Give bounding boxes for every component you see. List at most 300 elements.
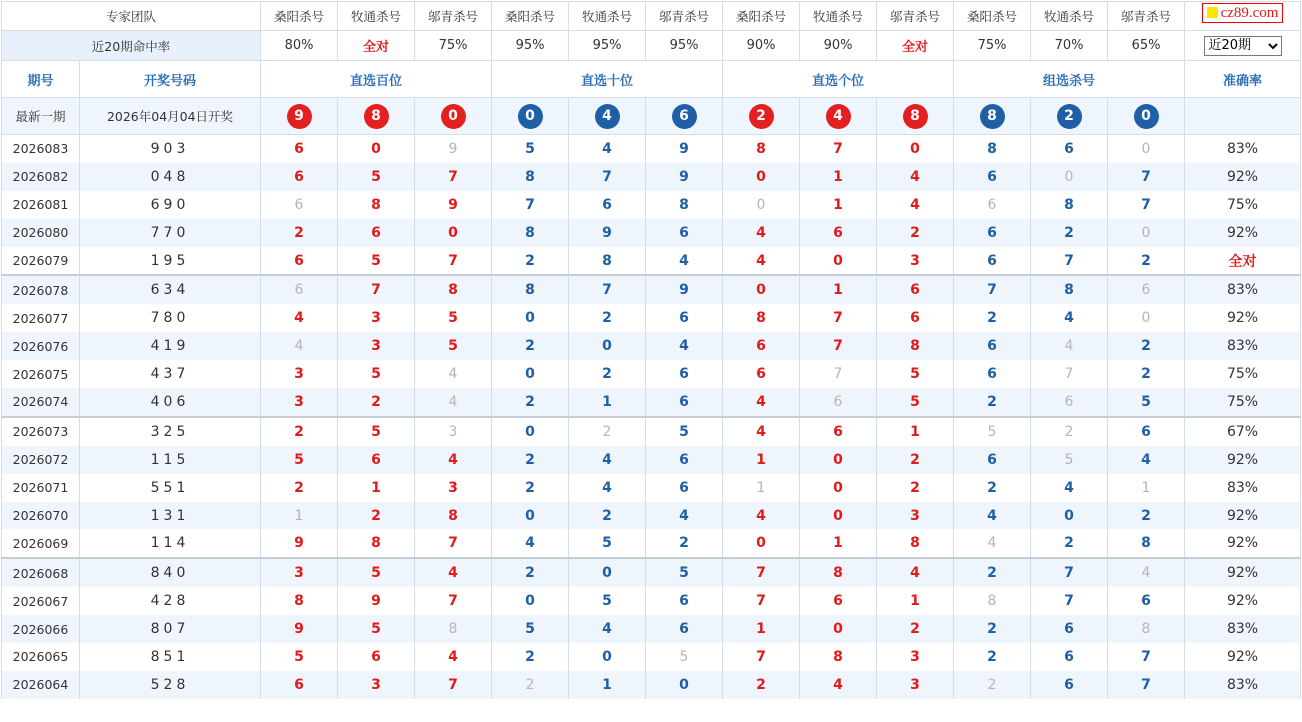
kill-number: 8 bbox=[261, 587, 338, 615]
expert-name: 桑阳杀号 bbox=[723, 2, 800, 31]
accuracy-value: 83% bbox=[1185, 275, 1301, 304]
accuracy-value: 92% bbox=[1185, 163, 1301, 191]
table-row bbox=[2, 529, 1301, 558]
kill-number: 6 bbox=[646, 360, 723, 388]
kill-number: 7 bbox=[800, 304, 877, 332]
issue-number: 2026069 bbox=[2, 529, 80, 558]
issue-number: 2026066 bbox=[2, 615, 80, 643]
kill-number: 4 bbox=[415, 360, 492, 388]
hit-rate: 95% bbox=[569, 31, 646, 61]
kill-number: 4 bbox=[569, 615, 646, 643]
number-ball: 2 bbox=[749, 104, 774, 129]
kill-number: 1 bbox=[800, 163, 877, 191]
kill-number: 7 bbox=[1031, 558, 1108, 587]
kill-number: 4 bbox=[800, 671, 877, 699]
issue-number: 2026075 bbox=[2, 360, 80, 388]
draw-number: 634 bbox=[80, 275, 261, 304]
group-header: 组选杀号 bbox=[954, 61, 1185, 98]
kill-number: 2 bbox=[954, 304, 1031, 332]
kill-number: 6 bbox=[261, 247, 338, 276]
kill-number: 0 bbox=[1108, 219, 1185, 247]
kill-number: 9 bbox=[646, 163, 723, 191]
kill-number: 2 bbox=[954, 671, 1031, 699]
table-row bbox=[2, 474, 1301, 502]
column-header-row bbox=[2, 61, 1301, 98]
latest-ball-cell bbox=[338, 98, 415, 135]
kill-number: 7 bbox=[723, 558, 800, 587]
kill-number: 2 bbox=[492, 247, 569, 276]
kill-number: 9 bbox=[338, 587, 415, 615]
kill-number: 1 bbox=[723, 615, 800, 643]
table-row bbox=[2, 360, 1301, 388]
expert-name: 邬青杀号 bbox=[877, 2, 954, 31]
kill-number: 7 bbox=[1108, 163, 1185, 191]
kill-number: 8 bbox=[723, 135, 800, 163]
kill-number: 8 bbox=[646, 191, 723, 219]
kill-number: 2 bbox=[569, 417, 646, 446]
kill-number: 0 bbox=[1108, 304, 1185, 332]
expert-name: 牧通杀号 bbox=[338, 2, 415, 31]
kill-number: 5 bbox=[646, 558, 723, 587]
kill-number: 6 bbox=[646, 587, 723, 615]
draw-number: 780 bbox=[80, 304, 261, 332]
kill-number: 4 bbox=[261, 304, 338, 332]
kill-number: 6 bbox=[261, 275, 338, 304]
issue-header: 期号 bbox=[2, 61, 80, 98]
kill-number: 3 bbox=[261, 388, 338, 417]
accuracy-value: 83% bbox=[1185, 135, 1301, 163]
kill-number: 7 bbox=[1108, 671, 1185, 699]
issue-number: 2026065 bbox=[2, 643, 80, 671]
draw-number: 195 bbox=[80, 247, 261, 276]
kill-number: 5 bbox=[261, 446, 338, 474]
kill-number: 6 bbox=[954, 191, 1031, 219]
draw-number: 048 bbox=[80, 163, 261, 191]
expert-name: 邬青杀号 bbox=[415, 2, 492, 31]
kill-number: 6 bbox=[1031, 671, 1108, 699]
kill-number: 7 bbox=[569, 163, 646, 191]
kill-number: 6 bbox=[338, 643, 415, 671]
kill-number: 7 bbox=[415, 163, 492, 191]
kill-number: 5 bbox=[261, 643, 338, 671]
expert-name: 桑阳杀号 bbox=[954, 2, 1031, 31]
kill-number: 2 bbox=[492, 446, 569, 474]
accuracy-value: 75% bbox=[1185, 388, 1301, 417]
kill-number: 8 bbox=[492, 275, 569, 304]
issue-number: 2026073 bbox=[2, 417, 80, 446]
kill-number: 2 bbox=[261, 219, 338, 247]
accuracy-value: 83% bbox=[1185, 615, 1301, 643]
accuracy-value: 92% bbox=[1185, 304, 1301, 332]
kill-number: 2 bbox=[954, 643, 1031, 671]
hit-rate: 全对 bbox=[338, 31, 415, 61]
kill-number: 7 bbox=[800, 135, 877, 163]
kill-number: 6 bbox=[646, 388, 723, 417]
kill-number: 6 bbox=[1108, 587, 1185, 615]
number-ball: 9 bbox=[287, 104, 312, 129]
latest-ball-cell bbox=[1108, 98, 1185, 135]
kill-number: 6 bbox=[723, 360, 800, 388]
kill-number: 4 bbox=[1031, 474, 1108, 502]
kill-number: 6 bbox=[800, 219, 877, 247]
expert-name: 桑阳杀号 bbox=[492, 2, 569, 31]
table-row bbox=[2, 275, 1301, 304]
latest-ball-cell bbox=[569, 98, 646, 135]
kill-number: 7 bbox=[800, 332, 877, 360]
hit-rate: 95% bbox=[646, 31, 723, 61]
table-row bbox=[2, 163, 1301, 191]
kill-number: 3 bbox=[415, 474, 492, 502]
latest-ball-cell bbox=[800, 98, 877, 135]
latest-ball-cell bbox=[646, 98, 723, 135]
kill-number: 6 bbox=[954, 332, 1031, 360]
draw-number: 770 bbox=[80, 219, 261, 247]
accuracy-value: 92% bbox=[1185, 502, 1301, 530]
kill-number: 3 bbox=[338, 304, 415, 332]
kill-number: 0 bbox=[569, 558, 646, 587]
kill-number: 0 bbox=[492, 417, 569, 446]
kill-number: 6 bbox=[1108, 417, 1185, 446]
table-row bbox=[2, 558, 1301, 587]
table-row bbox=[2, 615, 1301, 643]
kill-number: 8 bbox=[877, 332, 954, 360]
kill-number: 2 bbox=[877, 219, 954, 247]
expert-name: 牧通杀号 bbox=[1031, 2, 1108, 31]
kill-number: 4 bbox=[569, 474, 646, 502]
kill-number: 8 bbox=[1031, 275, 1108, 304]
kill-number: 0 bbox=[569, 643, 646, 671]
kill-number: 5 bbox=[492, 615, 569, 643]
kill-number: 1 bbox=[1108, 474, 1185, 502]
accuracy-value: 75% bbox=[1185, 360, 1301, 388]
kill-number: 1 bbox=[800, 275, 877, 304]
kill-number: 9 bbox=[646, 135, 723, 163]
kill-number: 6 bbox=[1031, 135, 1108, 163]
kill-number: 7 bbox=[1108, 191, 1185, 219]
kill-number: 4 bbox=[492, 529, 569, 558]
kill-number: 2 bbox=[338, 502, 415, 530]
issue-number: 2026080 bbox=[2, 219, 80, 247]
kill-number: 0 bbox=[800, 615, 877, 643]
draw-number: 807 bbox=[80, 615, 261, 643]
kill-number: 2 bbox=[1031, 529, 1108, 558]
kill-number: 9 bbox=[261, 529, 338, 558]
kill-number: 5 bbox=[338, 360, 415, 388]
kill-number: 6 bbox=[800, 417, 877, 446]
expert-name: 牧通杀号 bbox=[569, 2, 646, 31]
kill-number: 3 bbox=[415, 417, 492, 446]
issue-number: 2026076 bbox=[2, 332, 80, 360]
kill-number: 6 bbox=[261, 135, 338, 163]
kill-number: 3 bbox=[338, 332, 415, 360]
kill-number: 8 bbox=[723, 304, 800, 332]
kill-number: 4 bbox=[723, 502, 800, 530]
latest-date: 2026年04月04日开奖 bbox=[80, 98, 261, 135]
accuracy-value: 92% bbox=[1185, 219, 1301, 247]
kill-number: 8 bbox=[338, 529, 415, 558]
kill-number: 7 bbox=[1031, 247, 1108, 276]
kill-number: 9 bbox=[261, 615, 338, 643]
kill-number: 0 bbox=[723, 529, 800, 558]
draw-number: 851 bbox=[80, 643, 261, 671]
kill-number: 4 bbox=[1031, 332, 1108, 360]
kill-number: 2 bbox=[1031, 219, 1108, 247]
kill-number: 6 bbox=[1031, 615, 1108, 643]
table-row bbox=[2, 671, 1301, 699]
issue-number: 2026082 bbox=[2, 163, 80, 191]
kill-number: 2 bbox=[569, 304, 646, 332]
expert-name-row bbox=[2, 2, 1301, 31]
kill-number: 0 bbox=[415, 219, 492, 247]
hit-rate: 70% bbox=[1031, 31, 1108, 61]
kill-number: 5 bbox=[338, 558, 415, 587]
latest-ball-cell bbox=[415, 98, 492, 135]
latest-ball-cell bbox=[877, 98, 954, 135]
kill-number: 0 bbox=[800, 446, 877, 474]
kill-number: 6 bbox=[877, 304, 954, 332]
kill-number: 8 bbox=[338, 191, 415, 219]
kill-number: 8 bbox=[800, 558, 877, 587]
latest-accuracy-cell bbox=[1185, 98, 1301, 135]
draw-number: 437 bbox=[80, 360, 261, 388]
kill-number: 6 bbox=[261, 163, 338, 191]
issue-number: 2026079 bbox=[2, 247, 80, 276]
draw-number: 115 bbox=[80, 446, 261, 474]
kill-number: 4 bbox=[646, 502, 723, 530]
kill-number: 5 bbox=[492, 135, 569, 163]
accuracy-value: 92% bbox=[1185, 529, 1301, 558]
hundreds-header: 直选百位 bbox=[261, 61, 492, 98]
kill-number: 4 bbox=[723, 219, 800, 247]
kill-number: 2 bbox=[261, 474, 338, 502]
kill-number: 4 bbox=[723, 417, 800, 446]
hit-rate-label: 近20期命中率 bbox=[2, 31, 261, 61]
kill-number: 2 bbox=[1108, 247, 1185, 276]
kill-number: 7 bbox=[800, 360, 877, 388]
kill-number: 7 bbox=[1108, 643, 1185, 671]
kill-number: 7 bbox=[1031, 360, 1108, 388]
period-select[interactable] bbox=[1204, 36, 1282, 56]
table-row bbox=[2, 502, 1301, 530]
kill-number: 7 bbox=[723, 643, 800, 671]
kill-number: 0 bbox=[1031, 502, 1108, 530]
kill-number: 5 bbox=[338, 247, 415, 276]
accuracy-value: 67% bbox=[1185, 417, 1301, 446]
kill-number: 9 bbox=[646, 275, 723, 304]
kill-number: 6 bbox=[646, 219, 723, 247]
issue-number: 2026083 bbox=[2, 135, 80, 163]
kill-number: 2 bbox=[877, 615, 954, 643]
kill-number: 2 bbox=[1031, 417, 1108, 446]
table-row bbox=[2, 587, 1301, 615]
draw-number: 690 bbox=[80, 191, 261, 219]
tens-header: 直选十位 bbox=[492, 61, 723, 98]
logo-square-icon bbox=[1207, 7, 1218, 18]
table-row bbox=[2, 446, 1301, 474]
number-ball: 8 bbox=[903, 104, 928, 129]
draw-number: 428 bbox=[80, 587, 261, 615]
kill-number: 0 bbox=[723, 163, 800, 191]
kill-number: 1 bbox=[338, 474, 415, 502]
kill-number: 5 bbox=[338, 417, 415, 446]
kill-number: 2 bbox=[569, 502, 646, 530]
kill-number: 9 bbox=[569, 219, 646, 247]
kill-number: 0 bbox=[800, 474, 877, 502]
hit-rate: 95% bbox=[492, 31, 569, 61]
table-row bbox=[2, 388, 1301, 417]
accuracy-value: 75% bbox=[1185, 191, 1301, 219]
number-ball: 0 bbox=[518, 104, 543, 129]
kill-number: 5 bbox=[877, 388, 954, 417]
kill-number: 2 bbox=[954, 474, 1031, 502]
kill-number: 1 bbox=[723, 474, 800, 502]
table-row bbox=[2, 332, 1301, 360]
kill-number: 4 bbox=[415, 643, 492, 671]
kill-number: 4 bbox=[1108, 558, 1185, 587]
table-row bbox=[2, 643, 1301, 671]
number-ball: 0 bbox=[1134, 104, 1159, 129]
kill-number: 5 bbox=[415, 332, 492, 360]
kill-number: 2 bbox=[492, 558, 569, 587]
kill-number: 4 bbox=[877, 558, 954, 587]
kill-number: 8 bbox=[954, 587, 1031, 615]
kill-number: 0 bbox=[492, 587, 569, 615]
kill-number: 6 bbox=[954, 219, 1031, 247]
kill-number: 6 bbox=[338, 446, 415, 474]
issue-number: 2026068 bbox=[2, 558, 80, 587]
kill-number: 1 bbox=[800, 529, 877, 558]
number-ball: 8 bbox=[364, 104, 389, 129]
kill-number: 4 bbox=[1031, 304, 1108, 332]
kill-number: 2 bbox=[646, 529, 723, 558]
kill-number: 8 bbox=[1108, 615, 1185, 643]
expert-kill-table bbox=[1, 1, 1301, 699]
kill-number: 6 bbox=[800, 388, 877, 417]
draw-number: 131 bbox=[80, 502, 261, 530]
kill-number: 1 bbox=[800, 191, 877, 219]
kill-number: 8 bbox=[492, 163, 569, 191]
issue-number: 2026067 bbox=[2, 587, 80, 615]
kill-number: 2 bbox=[261, 417, 338, 446]
kill-number: 2 bbox=[338, 388, 415, 417]
latest-ball-cell bbox=[261, 98, 338, 135]
kill-number: 6 bbox=[954, 360, 1031, 388]
kill-number: 6 bbox=[723, 332, 800, 360]
kill-number: 8 bbox=[877, 529, 954, 558]
latest-ball-cell bbox=[1031, 98, 1108, 135]
accuracy-value: 全对 bbox=[1185, 247, 1301, 276]
kill-number: 4 bbox=[569, 135, 646, 163]
site-logo[interactable]: cz89.com bbox=[1202, 3, 1284, 23]
kill-number: 0 bbox=[646, 671, 723, 699]
accuracy-value: 92% bbox=[1185, 643, 1301, 671]
table-row bbox=[2, 247, 1301, 276]
kill-number: 7 bbox=[723, 587, 800, 615]
kill-number: 6 bbox=[646, 474, 723, 502]
kill-number: 7 bbox=[492, 191, 569, 219]
kill-number: 7 bbox=[338, 275, 415, 304]
kill-number: 4 bbox=[415, 388, 492, 417]
kill-number: 3 bbox=[877, 643, 954, 671]
kill-number: 4 bbox=[877, 163, 954, 191]
kill-number: 2 bbox=[492, 332, 569, 360]
kill-number: 6 bbox=[646, 446, 723, 474]
kill-number: 1 bbox=[877, 417, 954, 446]
issue-number: 2026071 bbox=[2, 474, 80, 502]
issue-number: 2026074 bbox=[2, 388, 80, 417]
draw-number: 551 bbox=[80, 474, 261, 502]
kill-number: 2 bbox=[954, 558, 1031, 587]
hit-rate: 90% bbox=[800, 31, 877, 61]
kill-number: 3 bbox=[877, 502, 954, 530]
kill-number: 1 bbox=[261, 502, 338, 530]
kill-number: 8 bbox=[415, 275, 492, 304]
kill-number: 0 bbox=[1108, 135, 1185, 163]
number-ball: 6 bbox=[672, 104, 697, 129]
issue-number: 2026078 bbox=[2, 275, 80, 304]
kill-number: 6 bbox=[1108, 275, 1185, 304]
expert-name: 邬青杀号 bbox=[646, 2, 723, 31]
accuracy-value: 83% bbox=[1185, 332, 1301, 360]
latest-ball-cell bbox=[492, 98, 569, 135]
kill-number: 2 bbox=[877, 474, 954, 502]
kill-number: 5 bbox=[1108, 388, 1185, 417]
kill-number: 2 bbox=[492, 474, 569, 502]
kill-number: 4 bbox=[415, 446, 492, 474]
kill-number: 4 bbox=[646, 332, 723, 360]
kill-number: 5 bbox=[338, 615, 415, 643]
kill-number: 6 bbox=[800, 587, 877, 615]
kill-number: 2 bbox=[1108, 332, 1185, 360]
kill-number: 6 bbox=[1031, 643, 1108, 671]
number-ball: 8 bbox=[980, 104, 1005, 129]
kill-number: 2 bbox=[492, 643, 569, 671]
kill-number: 0 bbox=[877, 135, 954, 163]
kill-number: 5 bbox=[338, 163, 415, 191]
draw-number: 406 bbox=[80, 388, 261, 417]
kill-number: 8 bbox=[415, 502, 492, 530]
kill-number: 4 bbox=[261, 332, 338, 360]
kill-number: 8 bbox=[800, 643, 877, 671]
kill-number: 0 bbox=[492, 360, 569, 388]
kill-number: 7 bbox=[954, 275, 1031, 304]
hit-rate: 75% bbox=[954, 31, 1031, 61]
kill-number: 7 bbox=[415, 671, 492, 699]
logo-cell bbox=[1185, 2, 1301, 31]
kill-number: 0 bbox=[338, 135, 415, 163]
kill-number: 0 bbox=[723, 191, 800, 219]
draw-number: 325 bbox=[80, 417, 261, 446]
expert-name: 邬青杀号 bbox=[1108, 2, 1185, 31]
kill-number: 3 bbox=[338, 671, 415, 699]
kill-number: 2 bbox=[723, 671, 800, 699]
kill-number: 6 bbox=[954, 163, 1031, 191]
kill-number: 1 bbox=[569, 671, 646, 699]
kill-number: 8 bbox=[954, 135, 1031, 163]
kill-number: 4 bbox=[723, 247, 800, 276]
kill-number: 4 bbox=[954, 502, 1031, 530]
hit-rate: 全对 bbox=[877, 31, 954, 61]
kill-number: 8 bbox=[1108, 529, 1185, 558]
kill-number: 3 bbox=[261, 360, 338, 388]
kill-number: 2 bbox=[1108, 502, 1185, 530]
kill-number: 6 bbox=[338, 219, 415, 247]
kill-number: 7 bbox=[1031, 587, 1108, 615]
kill-number: 6 bbox=[646, 304, 723, 332]
kill-number: 5 bbox=[877, 360, 954, 388]
kill-number: 2 bbox=[877, 446, 954, 474]
kill-number: 2 bbox=[492, 388, 569, 417]
